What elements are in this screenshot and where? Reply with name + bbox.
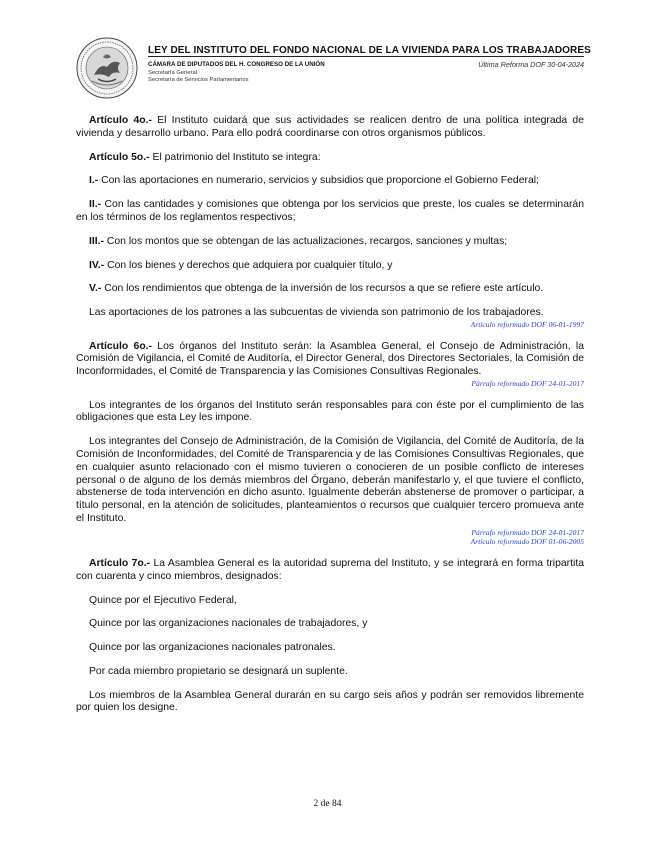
aportaciones-paragraph: Las aportaciones de los patrones a las subcuentas de vivienda son patrimonio de los trabajadores.	[89, 307, 544, 319]
article-6-text: Los órganos del Instituto serán: la Asamblea General, el Consejo de Administración, la Comisión de Vigilancia, el Comité de Auditoría, el Director General, dos Directores Sectoriales, la Comisión de Inconformidades, el Comité de Transparencia y las Comisiones Consultivas Regionales.	[76, 340, 584, 378]
quince-patronales: Quince por las organizaciones nacionales patronales.	[89, 642, 336, 654]
fraction-label: III.-	[89, 235, 105, 247]
article-5	[76, 152, 584, 165]
quince-ejecutivo: Quince por el Ejecutivo Federal,	[89, 594, 237, 606]
fraction-ii	[76, 199, 584, 225]
secretaria-general-label: Secretaría General	[148, 70, 197, 76]
article-4	[76, 115, 584, 141]
miembros-paragraph: Los miembros de la Asamblea General durarán en su cargo seis años y podrán ser removidos libremente por quien los designe.	[76, 689, 584, 714]
article-5-text: El patrimonio del Instituto se integra:	[149, 151, 321, 163]
header-rule	[148, 56, 584, 57]
fraction-label: IV.-	[89, 259, 105, 271]
quince-trabajadores: Quince por las organizaciones nacionales de trabajadores, y	[89, 618, 368, 630]
integrantes-paragraph-1: Los integrantes de los órganos del Instituto serán responsables para con éste por el cumplimiento de las obligaciones que esta Ley les impone.	[76, 399, 584, 424]
fraction-iv	[76, 260, 584, 273]
article-7-label: Artículo 7o.-	[89, 557, 151, 569]
suplente-paragraph: Por cada miembro propietario se designará un suplente.	[89, 665, 348, 677]
servicios-parlamentarios-label: Secretaría de Servicios Parlamentarios	[148, 77, 249, 83]
fraction-label: V.-	[89, 283, 102, 295]
integrantes-paragraph-2: Los integrantes del Consejo de Administración, de la Comisión de Vigilancia, del Comité de Auditoría, de la Comisión de Inconformidades, del Comité de Transparencia y de las Comisiones Consultivas Regionales, que en cualquier asunto relacionado con el mismo tuvieren o conocieren de un posible conflicto de intereses personal o de alguno de los demás miembros del Órgano, deberán manifestarlo y, el que tuviere el conflicto, abstenerse de toda intervención en dicho asunto. Igualmente deberán abstenerse de promover o participar, a título personal, en la atención de solicitudes, planteamientos o recursos que cualquier tercero promueva ante el Instituto.	[76, 436, 584, 524]
fraction-text: Con los montos que se obtengan de las actualizaciones, recargos, sanciones y multas;	[104, 235, 508, 247]
article-4-text: El Instituto cuidará que sus actividades se realicen dentro de una política integrada de vivienda y desarrollo urbano. Para ello podrá coordinarse con otros organismos públicos.	[76, 115, 584, 139]
document-body	[76, 115, 584, 726]
article-4-label: Artículo 4o.-	[89, 115, 152, 126]
fraction-label: II.-	[89, 199, 102, 211]
fraction-i	[76, 175, 584, 188]
law-title: LEY DEL INSTITUTO DEL FONDO NACIONAL DE LA VIVIENDA PARA LOS TRABAJADORES	[148, 45, 591, 56]
article-7	[76, 558, 584, 584]
article-6-label: Artículo 6o.-	[89, 340, 153, 352]
reform-note: Párrafo reformado DOF 24-01-2017	[471, 527, 584, 537]
page-number: 2 de 84	[313, 799, 342, 809]
fraction-text: Con las cantidades y comisiones que obtenga por los servicios que preste, los cuales se determinarán en los términos de los reglamentos respectivos;	[76, 199, 584, 223]
fraction-text: Con los bienes y derechos que adquiera por cualquier título, y	[104, 259, 393, 271]
mexico-seal-icon	[76, 37, 138, 99]
fraction-text: Con los rendimientos que obtenga de la inversión de los recursos a que se refiere este artículo.	[101, 283, 544, 295]
fraction-v	[76, 283, 584, 296]
ultima-reforma-label: Última Reforma DOF 30-04-2024	[478, 60, 584, 69]
article-7-text: La Asamblea General es la autoridad suprema del Instituto, y se integrará en forma tripartita con cuarenta y cinco miembros, designados:	[76, 557, 584, 582]
reform-note: Artículo reformado DOF 01-06-2005	[470, 537, 584, 547]
reform-note: Artículo reformado DOF 06-01-1997	[470, 319, 584, 329]
fraction-iii	[76, 236, 584, 249]
fraction-text: Con las aportaciones en numerario, servicios y subsidios que proporcione el Gobierno Federal;	[98, 175, 539, 187]
article-6	[76, 341, 584, 379]
article-5-label: Artículo 5o.-	[89, 151, 150, 163]
fraction-label: I.-	[89, 175, 99, 187]
camara-label: CÁMARA DE DIPUTADOS DEL H. CONGRESO DE LA UNIÓN	[148, 61, 325, 68]
reform-note: Párrafo reformado DOF 24-01-2017	[471, 378, 584, 388]
